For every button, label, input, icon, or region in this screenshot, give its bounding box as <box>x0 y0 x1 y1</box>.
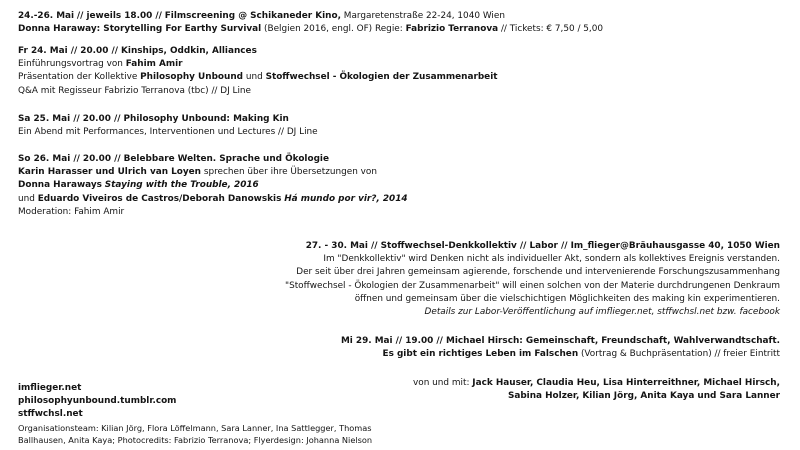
sunday-speakers-text: sprechen über ihre Übersetzungen von <box>203 167 377 178</box>
collective-stoffwechsel: Stoffwechsel - Ökologien der Zusammenarbeit <box>265 72 498 83</box>
friday-intro-line <box>18 58 498 71</box>
participants-names-1: Jack Hauser, Claudia Heu, Lisa Hinterreithner, Michael Hirsch, <box>472 378 780 388</box>
sunday-book-1-author: Donna Haraways <box>18 180 102 191</box>
talk-book-title: Es gibt ein richtiges Leben im Falschen <box>382 349 579 360</box>
collective-heading: 27. - 30. Mai // Stoffwechsel-Denkkollektiv // Labor // Im_flieger@Bräuhausgasse 40, 1050 Wien <box>305 241 780 251</box>
credits-line-2: Ballhausen, Anita Kaya; Photocredits: Fabrizio Terranova; Flyerdesign: Johanna Nielson <box>18 435 373 446</box>
credits-block <box>18 422 372 446</box>
collective-details: Details zur Labor-Veröffentlichung auf imflieger.net, stffwchsl.net bzw. facebook <box>424 307 780 318</box>
participants-block <box>413 377 780 403</box>
friday-heading: Fr 24. Mai // 20.00 // Kinships, Oddkin, Alliances <box>18 46 257 56</box>
screening-line-1 <box>18 10 603 23</box>
collective-text-line: Der seit über drei Jahren gemeinsam agierende, forschende und intervenierende Forschungszusammenhang <box>296 267 780 278</box>
screening-time: // jeweils 18.00 // <box>76 11 162 21</box>
collective-text-line: "Stoffwechsel - Ökologien der Zusammenarbeit" will einen solchen von der Materie durchdrungenen Denkraum <box>284 280 780 291</box>
talk-heading: Mi 29. Mai // 19.00 // Michael Hirsch: Gemeinschaft, Freundschaft, Wahlverwandtschaft. <box>340 336 780 346</box>
collective-philosophy-unbound: Philosophy Unbound <box>140 72 244 83</box>
talk-subline <box>341 348 780 361</box>
friday-intro-speaker: Fahim Amir <box>125 59 183 70</box>
sunday-book-1 <box>18 179 408 192</box>
screening-line-2 <box>18 23 603 36</box>
saturday-description: Ein Abend mit Performances, Interventionen und Lectures // DJ Line <box>18 127 318 138</box>
link-stffwchsl[interactable]: stffwchsl.net <box>18 409 83 420</box>
participants-label: von und mit: <box>413 378 470 388</box>
collective-block <box>285 240 780 319</box>
saturday-block <box>18 113 318 139</box>
sunday-block <box>18 153 408 219</box>
talk-details: (Vortrag & Buchpräsentation) // freier Eintritt <box>580 349 780 360</box>
link-imflieger[interactable]: imflieger.net <box>18 383 82 393</box>
friday-intro-label: Einführungsvortrag von <box>18 59 123 70</box>
sunday-book-1-title: Staying with the Trouble, 2016 <box>104 180 259 191</box>
saturday-heading: Sa 25. Mai // 20.00 // Philosophy Unbound: Making Kin <box>18 114 289 124</box>
friday-presentation-line <box>18 71 498 84</box>
sunday-speakers: Karin Harasser und Ulrich van Loyen <box>18 167 201 178</box>
friday-presentation-label: Präsentation der Kollektive <box>18 72 138 83</box>
sunday-book-2-and: und <box>18 193 35 204</box>
film-title: Donna Haraway: Storytelling For Earthy Survival <box>18 24 262 35</box>
screening-block <box>18 10 603 36</box>
credits-line-1: Organisationsteam: Kilian Jörg, Flora Löffelmann, Sara Lanner, Ina Sattlegger, Thomas <box>18 423 372 433</box>
sunday-book-2-title: Há mundo por vir?, 2014 <box>284 193 408 204</box>
film-director: Fabrizio Terranova <box>405 24 499 35</box>
sunday-heading: So 26. Mai // 20.00 // Belebbare Welten. Sprache und Ökologie <box>18 154 329 164</box>
sunday-moderation: Moderation: Fahim Amir <box>18 206 125 217</box>
collective-text-line: öffnen und gemeinsam über die vielschichtigen Möglichkeiten des making kin experimentieren. <box>354 293 780 304</box>
screening-dates: 24.-26. Mai <box>18 11 75 21</box>
participants-line-1 <box>413 377 780 390</box>
talk-block <box>341 335 780 361</box>
friday-qa-line: Q&A mit Regisseur Fabrizio Terranova (tbc) // DJ Line <box>18 85 252 96</box>
friday-block <box>18 45 498 98</box>
link-philosophyunbound[interactable]: philosophyunbound.tumblr.com <box>18 396 177 407</box>
sunday-book-2-authors: Eduardo Viveiros de Castros/Deborah Danowskis <box>37 193 282 204</box>
film-details: (Belgien 2016, engl. OF) Regie: <box>264 24 403 35</box>
sunday-book-2 <box>18 193 408 206</box>
friday-presentation-and: und <box>245 72 263 83</box>
ticket-prices: // Tickets: € 7,50 / 5,00 <box>500 24 604 35</box>
collective-text-line: Im "Denkkollektiv" wird Denken nicht als individueller Akt, sondern als kollektives Ereignis verstanden. <box>323 254 780 265</box>
screening-title: Filmscreening @ Schikaneder Kino, <box>164 11 341 21</box>
sunday-speakers-line <box>18 166 408 179</box>
participants-names-2: Sabina Holzer, Kilian Jörg, Anita Kaya und Sara Lanner <box>507 391 780 402</box>
screening-address: Margaretenstraße 22-24, 1040 Wien <box>343 11 505 21</box>
links-block <box>18 382 176 422</box>
